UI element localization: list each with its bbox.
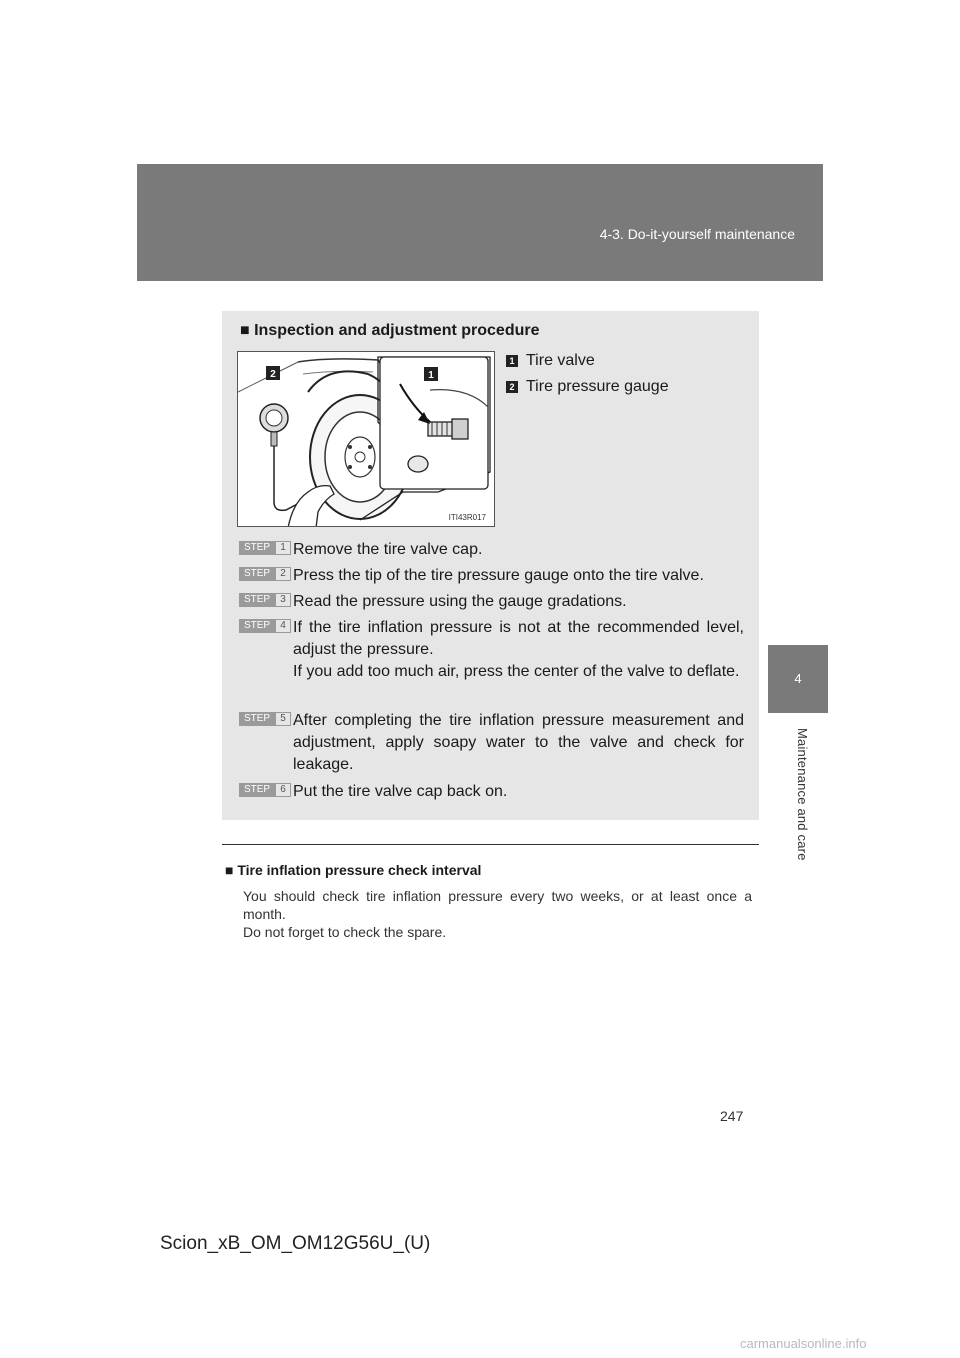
legend-label: Tire valve [526, 352, 595, 369]
step-badge: STEP 4 [239, 619, 291, 633]
legend-item-tire-valve [506, 352, 595, 370]
step-text: Press the tip of the tire pressure gauge onto the tire valve. [293, 567, 704, 584]
section-divider [222, 844, 759, 845]
figure-code: ITI43R017 [448, 513, 486, 522]
chapter-label: Maintenance and care [795, 728, 810, 861]
step-text: After completing the tire inflation pressure measurement and adjustment, apply soapy water to the valve and check for leakage. [293, 712, 744, 773]
tire-gauge-illustration-svg [238, 352, 494, 526]
svg-text:2: 2 [270, 369, 276, 380]
step-3 [239, 591, 744, 613]
header-band [137, 164, 823, 281]
step-badge: STEP 2 [239, 567, 291, 581]
svg-text:1: 1 [428, 370, 434, 381]
step-badge: STEP 6 [239, 783, 291, 797]
step-badge: STEP 3 [239, 593, 291, 607]
tire-valve-illustration [237, 351, 495, 527]
note-title: ■ Tire inflation pressure check interval [225, 862, 482, 878]
page-number: 247 [720, 1108, 744, 1124]
note-line: You should check tire inflation pressure every two weeks, or at least once a month. [243, 888, 752, 922]
callout-number: 1 [506, 355, 518, 367]
procedure-box [222, 311, 759, 820]
step-text: If the tire inflation pressure is not at the recommended level, adjust the pressure. [293, 619, 744, 658]
section-title: 4-3. Do-it-yourself maintenance [599, 226, 795, 242]
step-text: Remove the tire valve cap. [293, 541, 483, 558]
procedure-title: ■ Inspection and adjustment procedure [240, 322, 540, 339]
step-2 [239, 565, 744, 587]
step-note: If you add too much air, press the center of the valve to deflate. [293, 663, 740, 680]
step-1 [239, 539, 744, 561]
note-line: Do not forget to check the spare. [243, 924, 447, 940]
note-body [243, 887, 752, 941]
step-text: Read the pressure using the gauge gradations. [293, 593, 627, 610]
legend-item-pressure-gauge [506, 378, 669, 396]
watermark: carmanualsonline.info [740, 1336, 867, 1351]
step-badge: STEP 5 [239, 712, 291, 726]
legend-label: Tire pressure gauge [526, 378, 669, 395]
chapter-tab: 4 [768, 645, 828, 713]
step-6 [239, 781, 744, 803]
step-badge: STEP 1 [239, 541, 291, 555]
step-4 [239, 617, 744, 683]
callout-number: 2 [506, 381, 518, 393]
step-5 [239, 710, 744, 776]
step-text: Put the tire valve cap back on. [293, 783, 508, 800]
document-id: Scion_xB_OM_OM12G56U_(U) [160, 1233, 431, 1254]
